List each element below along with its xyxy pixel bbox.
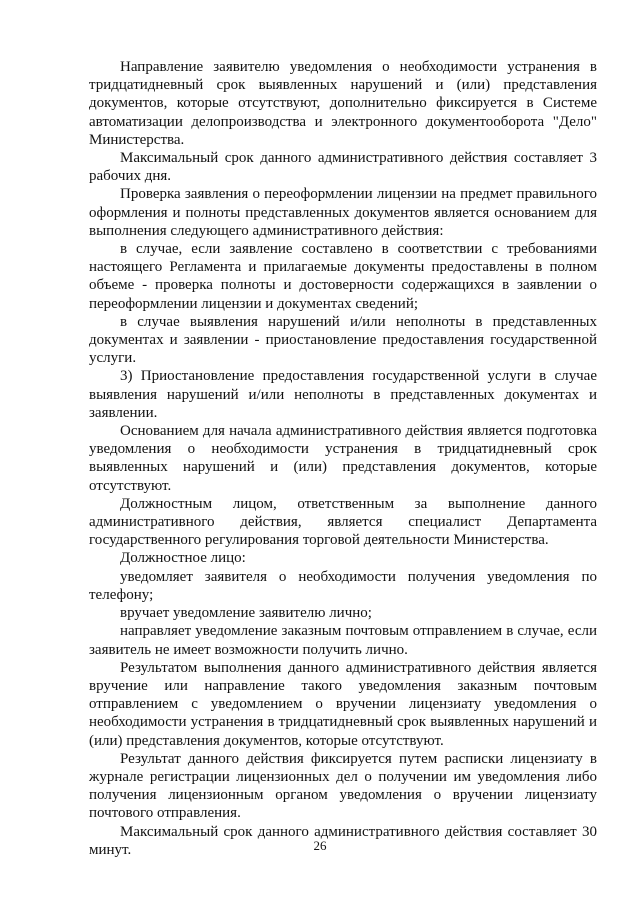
paragraph-responsible-official: Должностным лицом, ответственным за выполнение данного административного действия, является специалист Департамента государственного регулирования торговой деятельности Министерства. xyxy=(89,495,597,549)
paragraph-notify-by-phone: уведомляет заявителя о необходимости получения уведомления по телефону; xyxy=(89,568,597,603)
paragraph-result: Результатом выполнения данного административного действия является вручение или направление такого уведомления заказным почтовым отправлением с уведомлением о вручении лицензиату уведомления о необходимости устранения в тридцатидневный срок выявленных нарушений и (или) представления документов, которые отсутствуют. xyxy=(89,659,597,749)
paragraph-suspension-heading: 3) Приостановление предоставления государственной услуги в случае выявления нарушений и/или неполноты в представленных документах и заявлении. xyxy=(89,368,597,421)
paragraph-case-violations: в случае выявления нарушений и/или неполноты в представленных документах и заявлении - приостановление предоставления государственной услуги. xyxy=(89,313,597,367)
page-number: 26 xyxy=(313,838,327,853)
paragraph-official-label: Должностное лицо: xyxy=(120,550,246,567)
paragraph-max-term-30-minutes: Максимальный срок данного административного действия составляет 30 минут. xyxy=(89,823,597,858)
paragraph-application-check: Проверка заявления о переоформлении лицензии на предмет правильного оформления и полноты представленных документов является основанием для выполнения следующего административного действия: xyxy=(89,186,597,239)
paragraph-notice-registration: Направление заявителю уведомления о необходимости устранения в тридцатидневный срок выявленных нарушений и (или) представления документов, которые отсутствуют, дополнительно фиксируется в Системе автоматизации делопроизводства и электронного документооборота "Дело" Министерства. xyxy=(89,59,597,148)
paragraph-case-compliant: в случае, если заявление составлено в соответствии с требованиями настоящего Регламента и прилагаемые документы предоставлены в полном объеме - проверка полноты и достоверности содержащихся в заявлении о переоформлении лицензии и документах сведений; xyxy=(89,241,597,312)
paragraph-grounds: Основанием для начала административного действия является подготовка уведомления о необходимости устранения в тридцатидневный срок выявленных нарушений и (или) представления документов, которые отсутствуют. xyxy=(89,423,597,494)
document-body xyxy=(89,58,597,859)
paragraph-hand-deliver: вручает уведомление заявителю лично; xyxy=(120,605,372,622)
paragraph-result-recording: Результат данного действия фиксируется путем расписки лицензиату в журнале регистрации лицензионных дел о получении им уведомления либо получения лицензионным органом уведомления о вручении лицензиату почтового отправления. xyxy=(89,750,597,822)
paragraph-max-term-3-days: Максимальный срок данного административного действия составляет 3 рабочих дня. xyxy=(89,150,597,185)
paragraph-send-by-mail: направляет уведомление заказным почтовым отправлением в случае, если заявитель не имеет возможности получить лично. xyxy=(89,623,597,658)
